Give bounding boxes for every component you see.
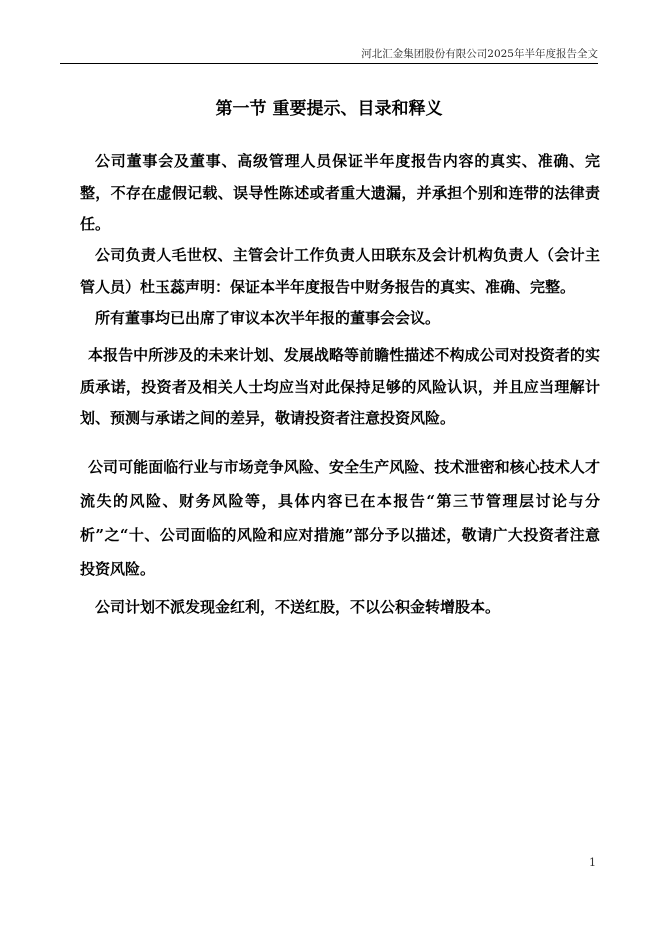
paragraph-risk-factors: 公司可能面临行业与市场竞争风险、安全生产风险、技术泄密和核心技术人才流失的风险、财务风险等，具体内容已在本报告“第三节管理层讨论与分析”之“十、公司面临的风险和应对措施”部分予以描述，敬请广大投资者注意投资风险。 bbox=[80, 458, 600, 578]
page-number: 1 bbox=[589, 856, 596, 869]
paragraph-board-guarantee: 公司董事会及董事、高级管理人员保证半年度报告内容的真实、准确、完整，不存在虚假记载、误导性陈述或者重大遗漏，并承担个别和连带的法律责任。 bbox=[80, 152, 600, 233]
page-header: 河北汇金集团股份有限公司2025年半年度报告全文 bbox=[361, 48, 598, 60]
paragraph-dividend-plan: 公司计划不派发现金红利，不送红股，不以公积金转增股本。 bbox=[95, 598, 501, 616]
paragraph-directors-attendance: 所有董事均已出席了审议本次半年报的董事会会议。 bbox=[95, 309, 441, 327]
header-divider bbox=[60, 63, 598, 64]
section-title: 第一节 重要提示、目录和释义 bbox=[215, 99, 443, 119]
paragraph-forward-looking-statement: 本报告中所涉及的未来计划、发展战略等前瞻性描述不构成公司对投资者的实质承诺，投资者及相关人士均应当对此保持足够的风险认识，并且应当理解计划、预测与承诺之间的差异，敬请投资者注意投资风险。 bbox=[80, 346, 600, 427]
paragraph-responsible-persons-statement: 公司负责人毛世权、主管会计工作负责人田联东及会计机构负责人（会计主管人员）杜玉蕊声明：保证本半年度报告中财务报告的真实、准确、完整。 bbox=[80, 246, 600, 296]
